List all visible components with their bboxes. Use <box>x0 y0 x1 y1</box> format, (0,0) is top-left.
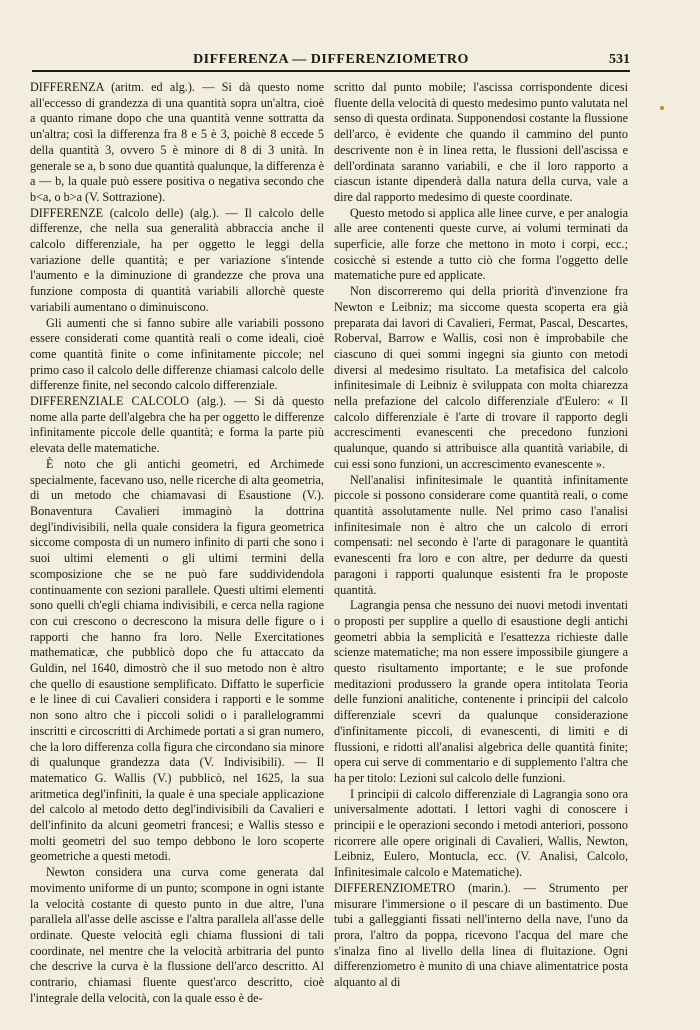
entry-differenza: DIFFERENZA (aritm. ed alg.). — Si dà questo nome all'eccesso di grandezza di una quantità sopra un'altra, cioè a quanto rimane dopo che una quantità venne sottratta da un'altra; così la differenza fra 8 e 5 è 3, poichè 8 eccede 5 della quantità 3, ovvero 5 è minore di 8 di 3 unità. In generale se a, b sono due quantità qualunque, la differenza è a — b, la quale può essere positiva o negativa secondo che b<a, o b>a (V. Sottrazione). <box>30 80 324 204</box>
entry-differenziometro: DIFFERENZIOMETRO (marin.). — Strumento per misurare l'immersione o il pescare di un bastimento. Due tubi a galleggianti fissati nell'interno della nave, l'uno da prora, l'altro da poppa, ricevono l'acqua del mare che s'inalza fino al livello della linea di fluitazione. Ogni differenziometro è munito di una chiave alimentatrice posta alquanto al di <box>334 880 628 990</box>
right-column <box>334 80 628 1020</box>
entry-differenziale-calcolo: DIFFERENZIALE CALCOLO (alg.). — Si dà questo nome alla parte dell'algebra che ha per oggetto le differenze infinitamente piccole delle quantità; e forma la parte più elevata delle matematiche. <box>30 394 324 456</box>
paragraph: Lagrangia pensa che nessuno dei nuovi metodi inventati o proposti per supplire a quello di esaustione degli antichi geometri abbia la semplicità e l'esattezza richieste dalle scienze matematiche; ma non essere impossibile giungere a questo risultamento importante; e le sue profonde meditazioni produssero la grande opera intitolata Teoria delle funzioni analitiche, contenente i principii del calcolo differenziale scevri da qualunque considerazione d'infinitamente piccoli, di evanescenti, di limiti e di flussioni, e ridotti all'analisi algebrica delle quantità finite; opera cui serve di commentario e di supplemento l'altra che ha per titolo: Lezioni sul calcolo delle funzioni. <box>334 598 628 785</box>
left-column <box>30 80 324 1020</box>
paragraph-continued: scritto dal punto mobile; l'ascissa corrispondente dicesi fluente della velocità di questo medesimo punto valutata nel senso di questa ordinata. Supponendosi costante la flussione dell'arco, è evidente che quando il cammino del punto descrivente non è in linea retta, le flussioni dell'ascissa e dell'ordinata saranno variabili, e che il loro rapporto a ciascun istante dipenderà dalla natura della curva, vale a dire dal rapporto medesimo di queste coordinate. <box>334 80 628 204</box>
ink-mark <box>660 106 664 110</box>
entry-differenze-calcolo: DIFFERENZE (calcolo delle) (alg.). — Il calcolo delle differenze, che nella sua generalità abbraccia anche il calcolo differenziale, ha per oggetto le leggi della variazione delle quantità; e per variazione s'intende l'aumento e la diminuzione di grandezze che prova una funzione composta di quantità variabili allorchè queste variabili aumentano o diminuiscono. <box>30 205 324 314</box>
paragraph: È noto che gli antichi geometri, ed Archimede specialmente, facevano uso, nelle ricerche di alta geometria, di un metodo che chiamavasi di Esaustione (V.). Bonaventura Cavalieri immaginò la dottrina degl'indivisibili, nella quale considera la figura geometrica siccome composta di un numero infinito di parti che sono i suoi ultimi elementi o gli ultimi termini della scomposizione che se ne può fare suddividendola continuamente con sezioni parallele. Questi ultimi elementi sono quelli ch'egli chiama indivisibili, e cerca nella ragione con cui crescono o decrescono la misura delle figure o i rapporti che hanno fra loro. Nelle Exercitationes mathematicæ, che pubblicò dopo che fu attaccato da Guldin, nel 1640, dimostrò che il suo metodo non è altro che quello di esaustione semplificato. Diffatto le superficie e le linee di cui Cavalieri considera i rapporti e le somme non sono altro che i piccoli solidi o i parallelogrammi inscritti e circoscritti di Archimede portati a sì gran numero, che la loro differenza colla figura che circondano sia minore di qualunque grandezza data (V. Indivisibili). — Il matematico G. Wallis (V.) pubblicò, nel 1625, la sua aritmetica degl'infiniti, la quale è una speciale applicazione del calcolo al metodo detto degl'indivisibili da Cavalieri e dell'infinito da alcuni geometri francesi; e Wallis stesso e molti geometri del suo tempo debbono le loro scoperte geometriche a questi metodi. <box>30 456 324 864</box>
running-title: DIFFERENZA — DIFFERENZIOMETRO <box>193 52 469 67</box>
paragraph: Newton considera una curva come generata dal movimento uniforme di un punto; scompone in ogni istante la velocità costante di questo punto in due altre, l'una parallela all'asse delle ascisse e l'altra parallela all'asse delle ordinate. Queste velocità egli chiama flussioni di tali coordinate, nel mentre che la velocità arbitraria del punto che descrive la curva è la flussione dell'arco descritto. Al contrario, chiamasi fluente quest'arco descritto, cioè l'integrale della velocità, con la quale esso è de- <box>30 865 324 1005</box>
paragraph: Nell'analisi infinitesimale le quantità infinitamente piccole si possono considerare come quantità reali, o come quantità assolutamente nulle. Nel primo caso l'analisi infinitesimale non è altro che un calcolo di errori compensati: nel secondo è l'arte di paragonare le quantità evanescenti fra loro e con altre, per dedurre da questi paragoni i rapporti qualunque esistenti fra le proposte quantità. <box>334 472 628 597</box>
paragraph: Questo metodo si applica alle linee curve, e per analogia alle aree contenenti queste curve, ai volumi terminati da superficie, alle forze che mettono in moto i corpi, ecc.; cosicchè si estende a tutto ciò che forma l'oggetto delle matematiche pure ed applicate. <box>334 205 628 283</box>
paragraph: Non discorreremo qui della priorità d'invenzione fra Newton e Leibniz; ma siccome questa scoperta era già preparata dai lavori di Cavalieri, Fermat, Pascal, Descartes, Roberval, Barrow e Wallis, così non è improbabile che ciascuno di quei sommi ingegni sia giunto con metodi diversi al medesimo risultato. La metafisica del calcolo infinitesimale di Leibniz è sviluppata con molta chiarezza nella prefazione del calcolo differenziale d'Eulero: « Il calcolo differenziale è l'arte di trovare il rapporto degli accrescimenti evanescenti che precedono funzioni qualunque, quando si attribuisce alla quantità variabile, di cui essi sono funzioni, un accrescimento evanescente ». <box>334 284 628 471</box>
header-rule <box>32 70 630 72</box>
paragraph: Gli aumenti che si fanno subire alle variabili possono essere considerati come quantità reali o come ideali, cioè come quantità finite o come infinitamente piccole; nel primo caso il calcolo delle differenze chiamasi calcolo delle differenze finite, nel secondo calcolo differenziale. <box>30 315 324 393</box>
page-number: 531 <box>609 52 630 67</box>
paragraph: I principii di calcolo differenziale di Lagrangia sono ora universalmente adottati. I lettori vaghi di conoscere i principii e le operazioni secondo i metodi anteriori, possono ricorrere alle opere originali di Cavalieri, Wallis, Newton, Leibniz, Eulero, Montucla, ecc. (V. Analisi, Calcolo, Infinitesimale calcolo e Matematiche). <box>334 786 628 880</box>
running-header <box>32 52 630 72</box>
